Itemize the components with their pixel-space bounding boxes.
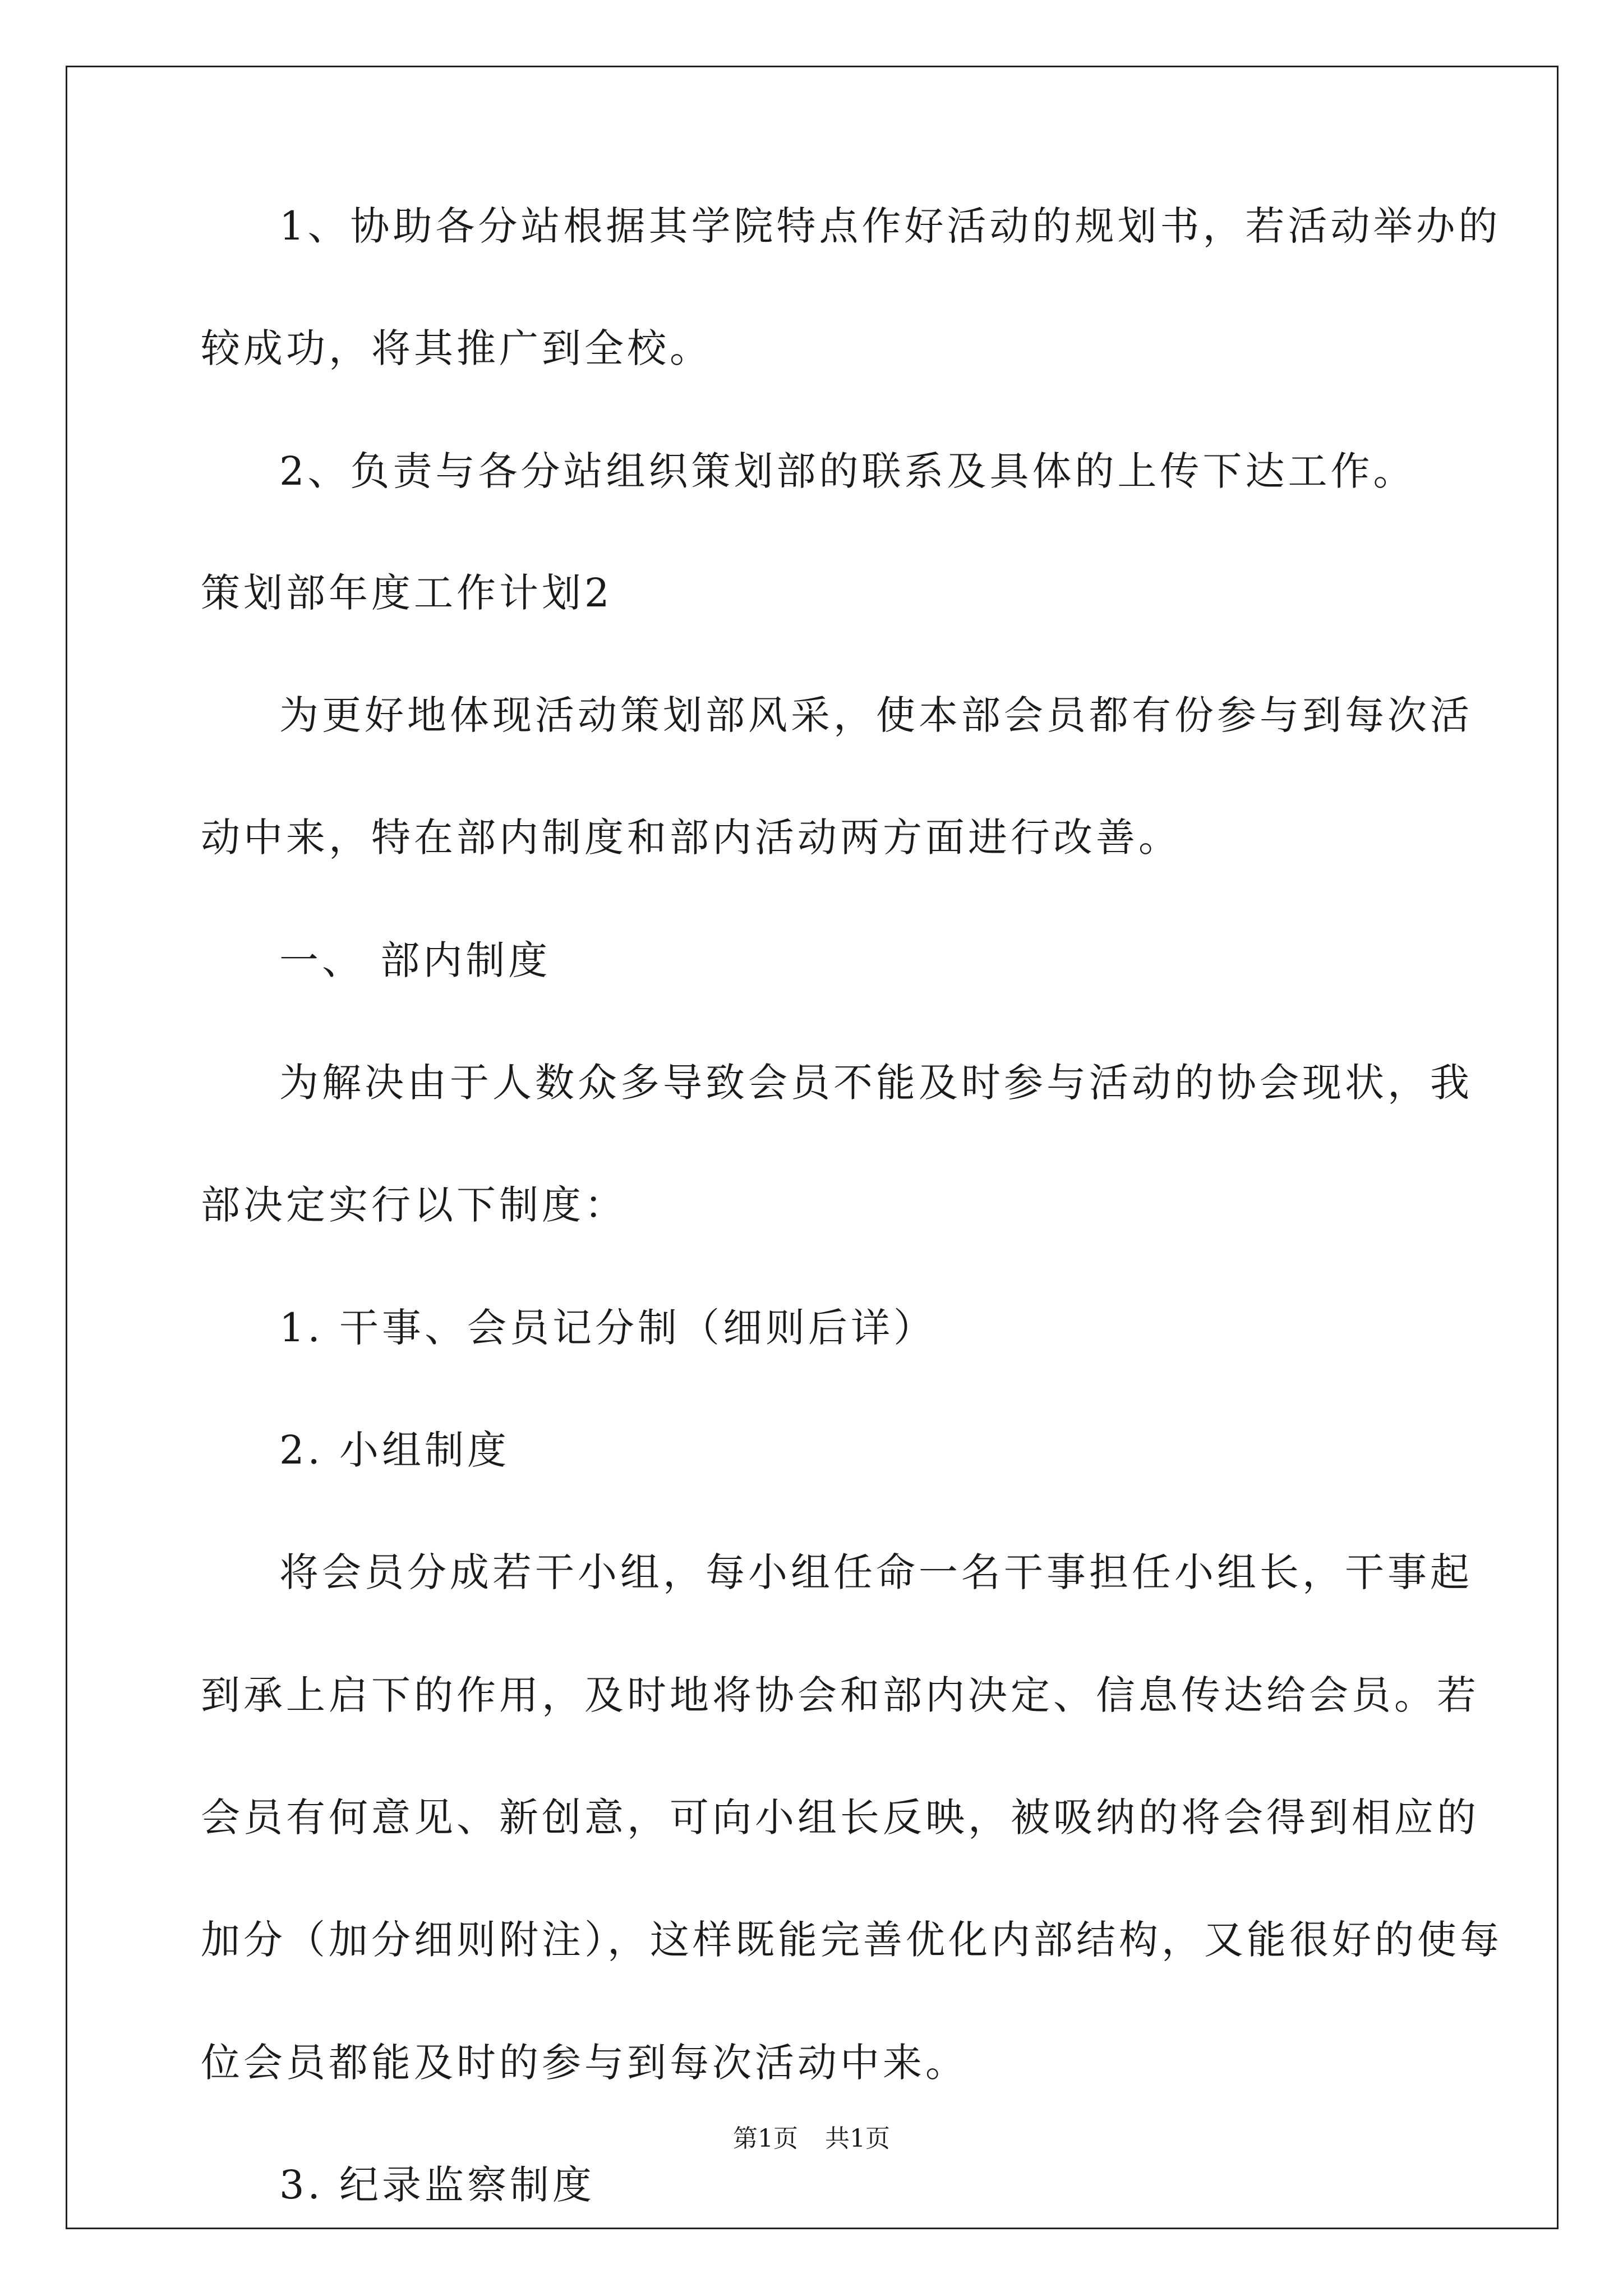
paragraph-5-line-4: 加分（加分细则附注），这样既能完善优化内部结构，又能很好的使每 bbox=[201, 1917, 1502, 1963]
paragraph-5-line-2: 到承上启下的作用，及时地将协会和部内决定、信息传达给会员。若 bbox=[201, 1672, 1479, 1718]
paragraph-4-line-2: 部决定实行以下制度： bbox=[201, 1182, 627, 1228]
page-number: 第1页 bbox=[733, 2124, 798, 2153]
paragraph-4-line-1: 为解决由于人数众多导致会员不能及时参与活动的协会现状，我 bbox=[279, 1060, 1473, 1106]
paragraph-5-line-5: 位会员都能及时的参与到每次活动中来。 bbox=[201, 2040, 968, 2086]
page-total: 共1页 bbox=[825, 2124, 890, 2153]
paragraph-2-line-1: 2、负责与各分站组织策划部的联系及具体的上传下达工作。 bbox=[279, 448, 1416, 494]
section-heading: 策划部年度工作计划2 bbox=[201, 570, 613, 616]
list-item-1: 1. 干事、会员记分制（细则后详） bbox=[279, 1305, 937, 1351]
paragraph-3-line-1: 为更好地体现活动策划部风采，使本部会员都有份参与到每次活 bbox=[279, 692, 1473, 738]
paragraph-5-line-3: 会员有何意见、新创意，可向小组长反映，被吸纳的将会得到相应的 bbox=[201, 1795, 1479, 1841]
list-item-3: 3. 纪录监察制度 bbox=[279, 2162, 596, 2208]
list-item-2: 2. 小组制度 bbox=[279, 1427, 510, 1473]
paragraph-1-line-2: 较成功，将其推广到全校。 bbox=[201, 325, 712, 371]
page-border bbox=[66, 66, 1559, 2229]
paragraph-1-line-1: 1、协助各分站根据其学院特点作好活动的规划书，若活动举办的 bbox=[279, 203, 1501, 249]
subsection-title-1: 一、 部内制度 bbox=[279, 937, 551, 983]
paragraph-5-line-1: 将会员分成若干小组，每小组任命一名干事担任小组长，干事起 bbox=[279, 1549, 1473, 1595]
paragraph-3-line-2: 动中来，特在部内制度和部内活动两方面进行改善。 bbox=[201, 815, 1181, 861]
page-footer bbox=[0, 2122, 1623, 2156]
